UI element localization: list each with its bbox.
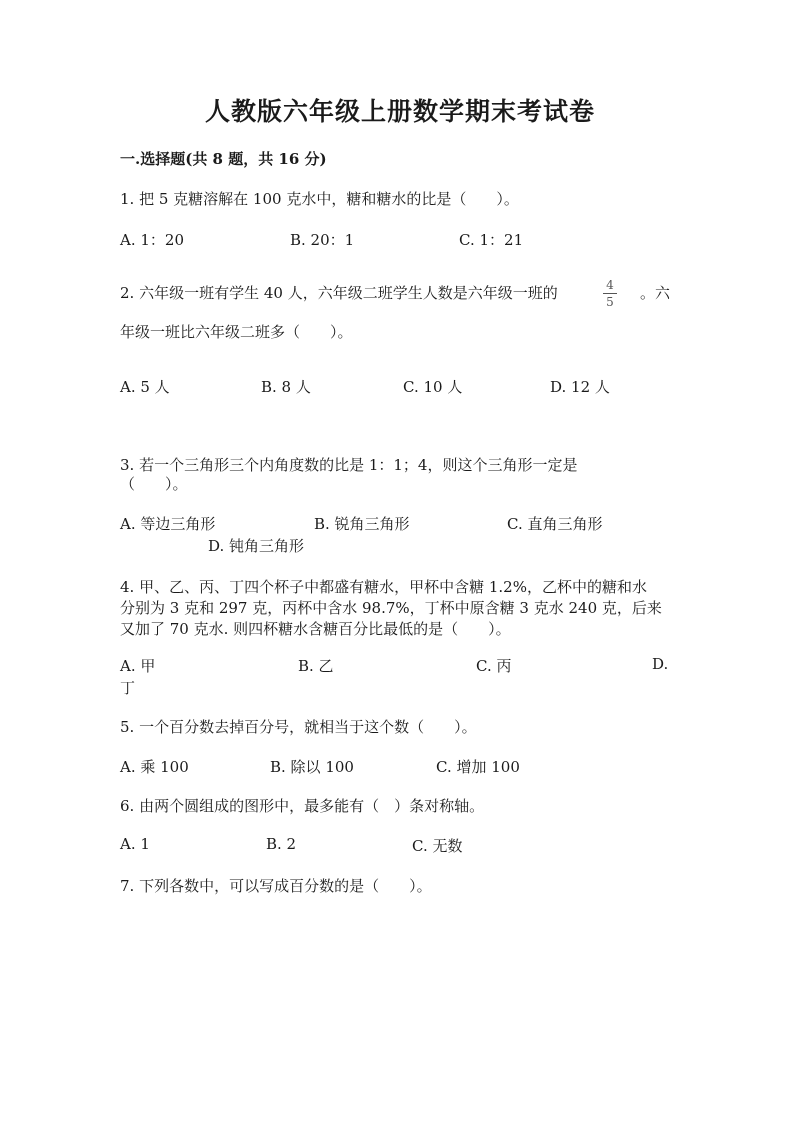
- question-2-line-1-end: 。六: [640, 284, 671, 302]
- q4-option-d-wrap: 丁: [120, 679, 136, 697]
- question-2-line-2: 年级一班比六年级二班多（ ）。: [120, 323, 353, 341]
- fraction-four-fifths: [601, 278, 619, 309]
- q3-option-c: C. 直角三角形: [507, 515, 603, 533]
- question-3-line-1: 3. 若一个三角形三个内角度数的比是 1：1；4，则这个三角形一定是: [120, 456, 578, 474]
- q1-option-c: C. 1：21: [459, 231, 524, 249]
- section-heading: 一.选择题(共 8 题，共 16 分): [120, 150, 327, 168]
- q1-option-b: B. 20：1: [290, 231, 355, 249]
- page-title: 人教版六年级上册数学期末考试卷: [204, 97, 595, 126]
- q6-option-a: A. 1: [120, 835, 150, 853]
- question-4-line-3: 又加了 70 克水. 则四杯糖水含糖百分比最低的是（ ）。: [120, 620, 511, 638]
- q6-option-b: B. 2: [266, 835, 297, 853]
- question-3-line-2: （ ）。: [120, 475, 188, 493]
- question-4-line-2: 分别为 3 克和 297 克，丙杯中含水 98.7%，丁杯中原含糖 3 克水 240 克，后来: [120, 599, 662, 617]
- question-7: 7. 下列各数中，可以写成百分数的是（ ）。: [120, 877, 432, 895]
- question-2-line-1: 2. 六年级一班有学生 40 人，六年级二班学生人数是六年级一班的: [120, 284, 558, 302]
- q2-option-d: D. 12 人: [550, 378, 610, 396]
- q2-option-b: B. 8 人: [261, 378, 311, 396]
- q4-option-b: B. 乙: [298, 657, 334, 675]
- q5-option-a: A. 乘 100: [120, 758, 189, 776]
- fraction-denominator: 5: [606, 295, 614, 309]
- question-5: 5. 一个百分数去掉百分号，就相当于这个数（ ）。: [120, 718, 477, 736]
- q5-option-c: C. 增加 100: [436, 758, 520, 776]
- question-4-line-1: 4. 甲、乙、丙、丁四个杯子中都盛有糖水，甲杯中含糖 1.2%，乙杯中的糖和水: [120, 578, 647, 596]
- q3-option-a: A. 等边三角形: [120, 515, 216, 533]
- fraction-numerator: 4: [606, 278, 614, 292]
- question-6: 6. 由两个圆组成的图形中，最多能有（ ）条对称轴。: [120, 797, 485, 815]
- q2-option-c: C. 10 人: [403, 378, 463, 396]
- q4-option-c: C. 丙: [476, 657, 512, 675]
- q4-option-d: D.: [652, 655, 669, 673]
- q4-option-a: A. 甲: [120, 657, 156, 675]
- question-1: 1. 把 5 克糖溶解在 100 克水中，糖和糖水的比是（ ）。: [120, 190, 519, 208]
- q3-option-b: B. 锐角三角形: [314, 515, 410, 533]
- q6-option-c: C. 无数: [412, 837, 463, 855]
- q5-option-b: B. 除以 100: [270, 758, 354, 776]
- q1-option-a: A. 1：20: [120, 231, 184, 249]
- q2-option-a: A. 5 人: [120, 378, 170, 396]
- fraction-bar: [603, 293, 617, 294]
- q3-option-d: D. 钝角三角形: [208, 537, 305, 555]
